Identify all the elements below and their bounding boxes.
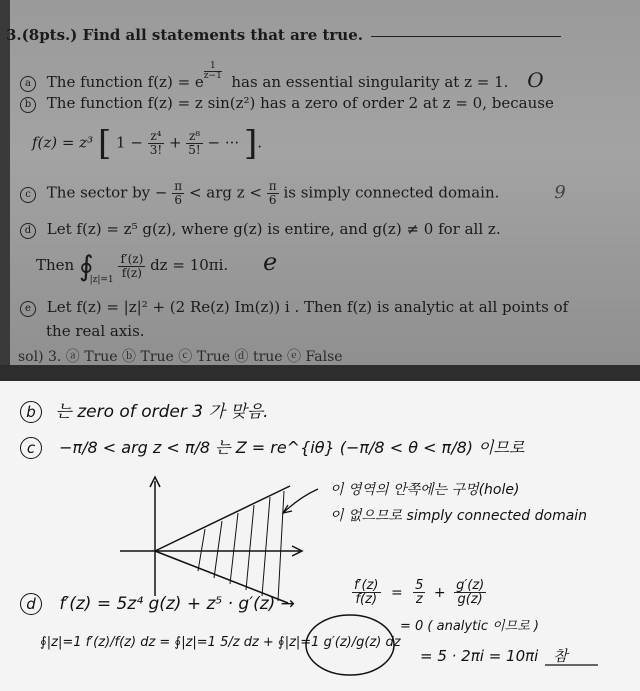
mark-b: b bbox=[20, 97, 36, 113]
circled-c: c bbox=[20, 437, 42, 459]
note-d-result: = 5 · 2πi = 10πi 참 bbox=[420, 647, 568, 665]
note-d-true: 참 bbox=[553, 647, 568, 665]
statement-a: a The function f(z) = e $^{\frac{1}{z-1}}$ has an essential singularity at z = 1. O bbox=[20, 62, 544, 92]
photo-bottom-edge bbox=[0, 365, 640, 381]
mark-e: e bbox=[20, 301, 36, 317]
note-d-line1: d f′(z) = 5z⁴ g(z) + z⁵ · g′(z) → bbox=[20, 593, 295, 615]
statement-d: d Let f(z) = z⁵ g(z), where g(z) is entire, and g(z) ≠ 0 for all z. bbox=[20, 220, 501, 239]
note-c-line1: 이 영역의 안쪽에는 구멍(hole) bbox=[330, 482, 520, 498]
statement-e: e Let f(z) = |z|² + (2 Re(z) Im(z)) i . Then f(z) is analytic at all points of bbox=[20, 298, 568, 317]
statement-b-formula: f(z) = z³ [ 1 − $\frac{\text{z⁴}}{3!}$ + $\frac{\text{z⁸}}{5!}$ − ··· ]. bbox=[32, 123, 263, 164]
note-d-zero: = 0 ( analytic 이므로 ) bbox=[400, 619, 539, 634]
circled-d: d bbox=[20, 593, 42, 615]
mark-d: d bbox=[20, 223, 36, 239]
note-b: b 는 zero of order 3 가 맞음. bbox=[20, 397, 269, 423]
grade-mark-a: O bbox=[527, 68, 544, 92]
fraction-z4-3: $\frac{\text{z⁴}}{3!}$ bbox=[149, 129, 163, 157]
note-c: c −π/8 < arg z < π/8 는 Z = re^{iθ} (−π/8 < θ < π/8) 이므로 bbox=[20, 435, 524, 459]
handwritten-notes bbox=[0, 381, 640, 691]
photo-edge bbox=[0, 0, 10, 381]
note-d-ratio: $\frac{f'(z)}{f(z)}$ = $\frac{5}{z}$ + $\frac{g'(z)}{g(z)}$ bbox=[354, 578, 485, 607]
answer-blank bbox=[371, 36, 561, 37]
statement-e-cont: the real axis. bbox=[46, 322, 145, 340]
grade-mark-c: 9 bbox=[554, 181, 566, 203]
note-c-line2: 이 없으므로 simply connected domain bbox=[330, 508, 588, 524]
statement-d-formula: Then $∮_{|z|=1}$ $\frac{f'(z)}{f(z)}$ dz = 10πi. e bbox=[36, 248, 278, 285]
mark-c: c bbox=[20, 187, 36, 203]
grade-mark-d: e bbox=[262, 248, 278, 276]
note-d-integral: ∮|z|=1 f′(z)/f(z) dz = ∮|z|=1 5/z dz + ∮|z|=1 g′(z)/g(z) dz bbox=[40, 635, 401, 650]
statement-b: b The function f(z) = z sin(z²) has a zero of order 2 at z = 0, because bbox=[20, 94, 554, 113]
question-header: 3.(8pts.) Find all statements that are true. bbox=[6, 26, 561, 44]
mark-a: a bbox=[20, 76, 36, 92]
solution-line: sol) 3. ⓐ True ⓑ True ⓒ True ⓓ true ⓔ False bbox=[18, 349, 343, 365]
statement-c: c The sector by − $\frac{\pi}{6}$ < arg z < $\frac{\pi}{6}$ is simply connected domain. 9 bbox=[20, 180, 566, 207]
circled-b: b bbox=[20, 401, 42, 423]
fraction-z8-5: $\frac{\text{z⁸}}{5!}$ bbox=[188, 129, 201, 157]
